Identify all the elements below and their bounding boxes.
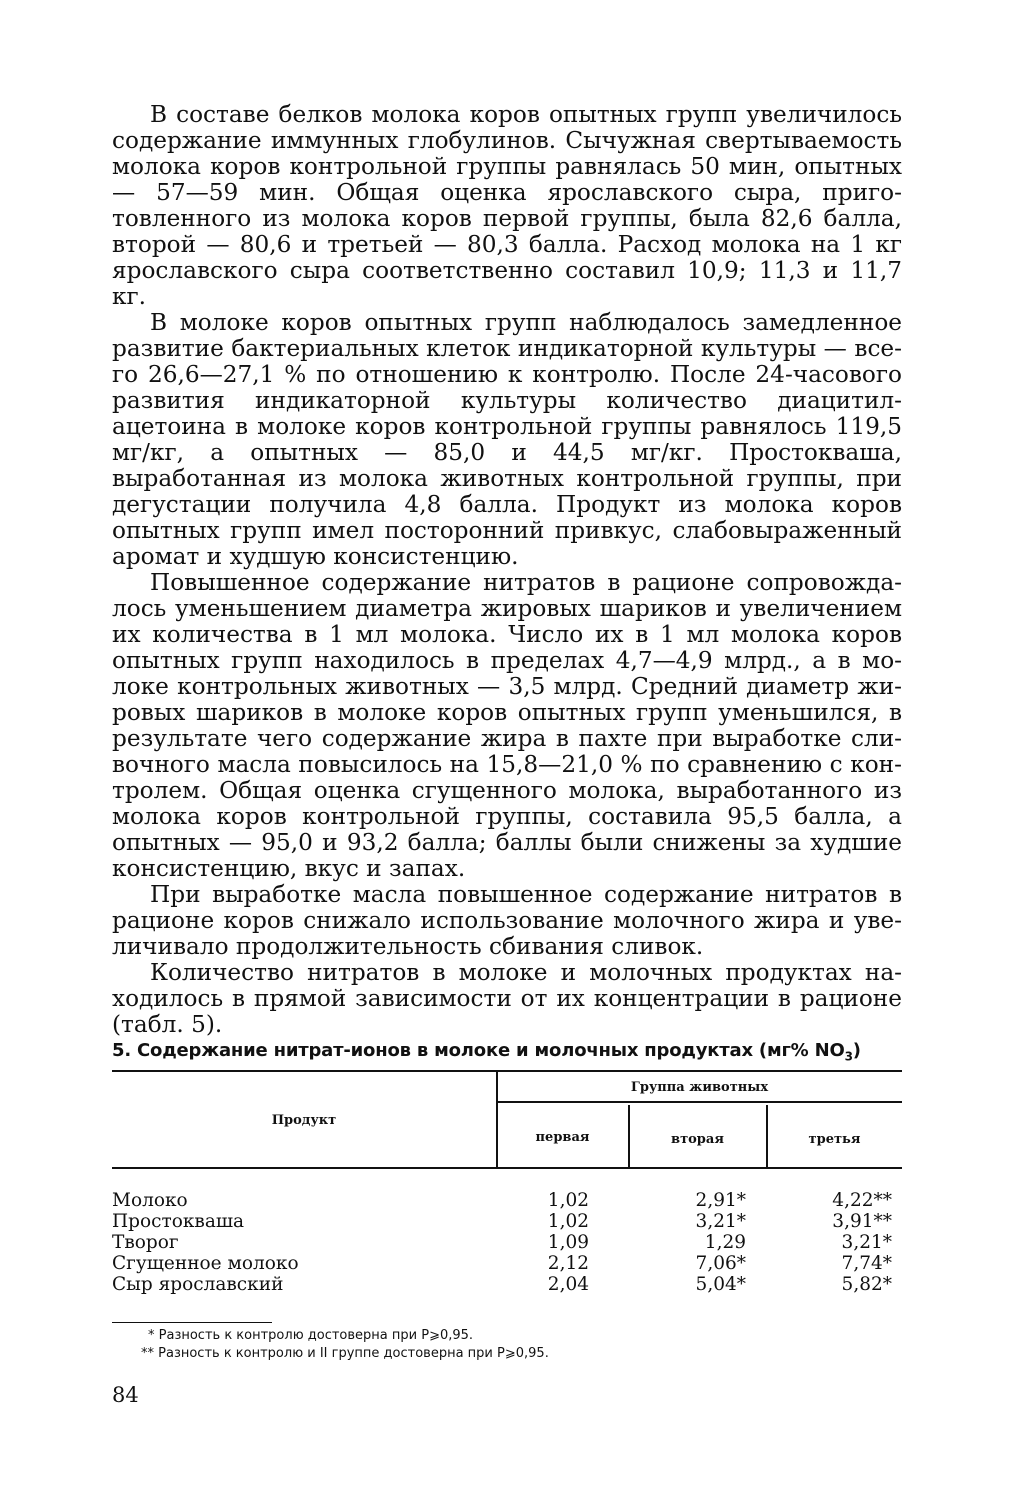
row-value-group-3: 3,91** [832, 1211, 892, 1232]
table-caption [112, 1040, 902, 1064]
table-row [112, 1190, 902, 1211]
row-product: Простокваша [112, 1211, 245, 1232]
row-value-group-3: 3,21* [841, 1232, 892, 1253]
row-value-group-3: 5,82* [841, 1274, 892, 1295]
row-value-group-1: 2,12 [547, 1253, 589, 1274]
row-value-group-1: 2,04 [547, 1274, 589, 1295]
paragraph-3: Повышенное содержание нитратов в рационе сопровождалось уменьшением диаметра жировых шариков и увеличением их количества в 1 мл молока. Число их в 1 мл молока коров опытных групп находилось в пределах 4,7—4,9 млрд., а в молоке контрольных животных — 3,5 млрд. Средний диаметр жировых шариков в молоке коров опытных групп уменьшился, в результате чего содержание жира в пахте при выработке сливочного масла повысилось на 15,8—21,0 % по сравнению с контролем. Общая оценка сгущенного молока, выработанного из молока коров контрольной группы, составила 95,5 балла, а опытных — 95,0 и 93,2 балла; баллы были снижены за худшие консистенцию, вкус и запах. [112, 569, 902, 882]
table-row [112, 1232, 902, 1253]
body-text [112, 102, 902, 1038]
row-value-group-2: 1,29 [704, 1232, 746, 1253]
paragraph-2: В молоке коров опытных групп наблюдалось замедленное развитие бактериальных клеток индикаторной культуры — всего 26,6—27,1 % по отношению к контролю. После 24-часового развития индикаторной культуры количество диацитил-ацетоина в молоке коров контрольной группы равнялось 119,5 мг/кг, а опытных — 85,0 и 44,5 мг/кг. Простокваша, выработанная из молока животных контрольной группы, при дегустации получила 4,8 балла. Продукт из молока коров опытных групп имел посторонний привкус, слабовыраженный аромат и худшую консистенцию. [112, 309, 902, 570]
header-group: Группа животных [630, 1080, 769, 1095]
header-product: Продукт [271, 1113, 337, 1128]
row-value-group-3: 4,22** [832, 1190, 892, 1211]
row-value-group-3: 7,74* [841, 1253, 892, 1274]
paragraph-1: В составе белков молока коров опытных групп увеличилось содержание иммунных глобулинов. Сычужная свертываемость молока коров контрольной группы равнялась 50 мин, опытных — 57—59 мин. Общая оценка ярославского сыра, приготовленного из молока коров первой группы, была 82,6 балла, второй — 80,6 и третьей — 80,3 балла. Расход молока на 1 кг ярославского сыра соответственно составил 10,9; 11,3 и 11,7 кг. [112, 101, 902, 310]
row-product: Сыр ярославский [112, 1274, 284, 1295]
row-value-group-2: 7,06* [695, 1253, 746, 1274]
table-row [112, 1253, 902, 1274]
row-product: Сгущенное молоко [112, 1253, 299, 1274]
table-caption-subscript: 3 [844, 1049, 853, 1064]
paragraph-5: Количество нитратов в молоке и молочных продуктах находилось в прямой зависимости от их концентрации в рационе (табл. 5). [112, 959, 902, 1038]
table-row [112, 1211, 902, 1232]
row-value-group-2: 5,04* [695, 1274, 746, 1295]
group-header-rule [497, 1101, 902, 1103]
header-col-1: первая [535, 1130, 590, 1145]
row-product: Творог [112, 1232, 179, 1253]
row-value-group-2: 2,91* [695, 1190, 746, 1211]
row-value-group-1: 1,02 [547, 1211, 589, 1232]
row-value-group-2: 3,21* [695, 1211, 746, 1232]
table-top-rule [112, 1070, 902, 1072]
footnote-1: * Разность к контролю достоверна при Р⩾0,95. [148, 1328, 474, 1343]
header-col-3: третья [808, 1132, 861, 1147]
table-row [112, 1274, 902, 1295]
table-caption-end: ) [852, 1040, 861, 1061]
page-number: 84 [112, 1383, 139, 1407]
table-caption-text: 5. Содержание нитрат-ионов в молоке и молочных продуктах (мг% NO [112, 1040, 845, 1061]
row-product: Молоко [112, 1190, 188, 1211]
row-value-group-1: 1,02 [547, 1190, 589, 1211]
table-header-bottom-rule [112, 1167, 902, 1169]
nitrate-table [112, 1070, 902, 1330]
row-value-group-1: 1,09 [547, 1232, 589, 1253]
footnote-rule [112, 1322, 272, 1323]
header-col-2: вторая [671, 1132, 724, 1147]
paragraph-4: При выработке масла повышенное содержание нитратов в рационе коров снижало использование молочного жира и увеличивало продолжительность сбивания сливок. [112, 881, 902, 960]
footnote-2: ** Разность к контролю и II группе достоверна при Р⩾0,95. [141, 1346, 549, 1361]
